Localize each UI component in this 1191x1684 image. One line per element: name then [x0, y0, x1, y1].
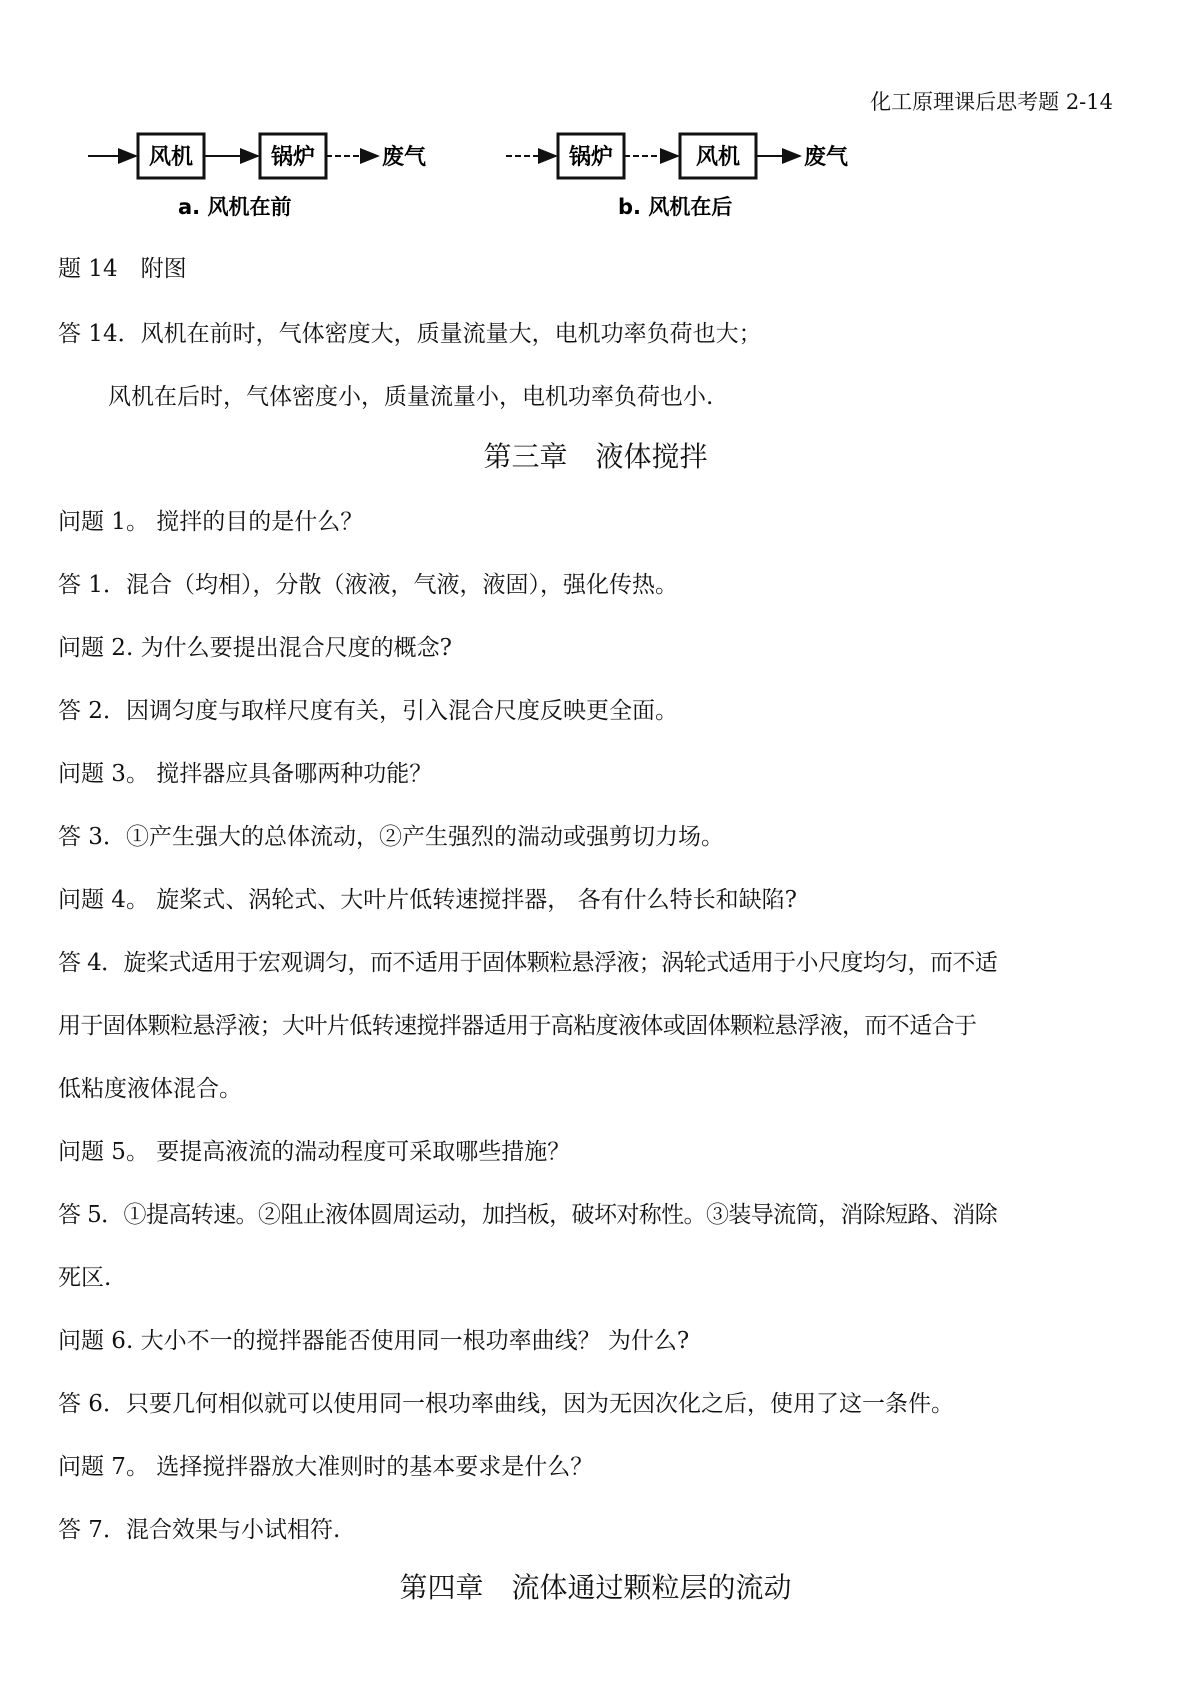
- chapter-3-title: 第三章 液体搅拌: [483, 440, 708, 473]
- q2: 问题 2. 为什么要提出混合尺度的概念?: [58, 635, 452, 661]
- fan-label-a: 风机: [148, 145, 194, 170]
- a4-line-3: 低粘度液体混合。: [58, 1076, 242, 1102]
- a3: 答 3．①产生强大的总体流动，②产生强烈的湍动或强剪切力场。: [58, 824, 724, 850]
- answer-14-line-2: 风机在后时，气体密度小，质量流量小，电机功率负荷也小.: [108, 384, 714, 410]
- diagram-a: [88, 134, 427, 219]
- q5: 问题 5。 要提高液流的湍动程度可采取哪些措施？: [58, 1139, 571, 1165]
- a5-line-1: 答 5．①提高转速。②阻止液体圆周运动，加挡板，破坏对称性。③装导流筒，消除短路、消除: [58, 1202, 998, 1228]
- a1: 答 1．混合（均相），分散（液液，气液，液固），强化传热。: [58, 572, 678, 598]
- page-header: 化工原理课后思考题 2-14: [870, 90, 1113, 114]
- q6: 问题 6. 大小不一的搅拌器能否使用同一根功率曲线？ 为什么?: [58, 1328, 690, 1354]
- q4: 问题 4。 旋桨式、涡轮式、大叶片低转速搅拌器， 各有什么特长和缺陷?: [58, 887, 797, 913]
- q7: 问题 7。 选择搅拌器放大准则时的基本要求是什么？: [58, 1454, 594, 1480]
- chapter-4-title: 第四章 流体通过颗粒层的流动: [399, 1571, 792, 1604]
- boiler-label-a: 锅炉: [270, 145, 316, 170]
- fan-label-b: 风机: [695, 145, 741, 170]
- answer-14-line-1: 答 14．风机在前时，气体密度大，质量流量大，电机功率负荷也大；: [58, 321, 762, 347]
- a4-line-2: 用于固体颗粒悬浮液；大叶片低转速搅拌器适用于高粘度液体或固体颗粒悬浮液，而不适合于: [58, 1013, 977, 1039]
- a7: 答 7．混合效果与小试相符.: [58, 1517, 341, 1543]
- exhaust-label-a: 废气: [382, 145, 427, 170]
- caption-a: a. 风机在前: [178, 195, 292, 219]
- exhaust-label-b: 废气: [804, 145, 849, 170]
- caption-b: b. 风机在后: [618, 195, 733, 219]
- diagram-b: [506, 134, 849, 219]
- a2: 答 2．因调匀度与取样尺度有关，引入混合尺度反映更全面。: [58, 698, 678, 724]
- boiler-label-b: 锅炉: [568, 145, 614, 170]
- q3: 问题 3。 搅拌器应具备哪两种功能？: [58, 761, 433, 787]
- figure-label: 题 14 附图: [58, 256, 187, 282]
- q1: 问题 1。 搅拌的目的是什么？: [58, 509, 364, 535]
- figure-14: [0, 130, 1191, 230]
- a6: 答 6．只要几何相似就可以使用同一根功率曲线，因为无因次化之后，使用了这一条件。: [58, 1391, 954, 1417]
- a5-line-2: 死区.: [58, 1265, 112, 1291]
- a4-line-1: 答 4．旋桨式适用于宏观调匀，而不适用于固体颗粒悬浮液；涡轮式适用于小尺度均匀，而不适: [58, 950, 998, 976]
- flow-diagram: [0, 130, 1191, 230]
